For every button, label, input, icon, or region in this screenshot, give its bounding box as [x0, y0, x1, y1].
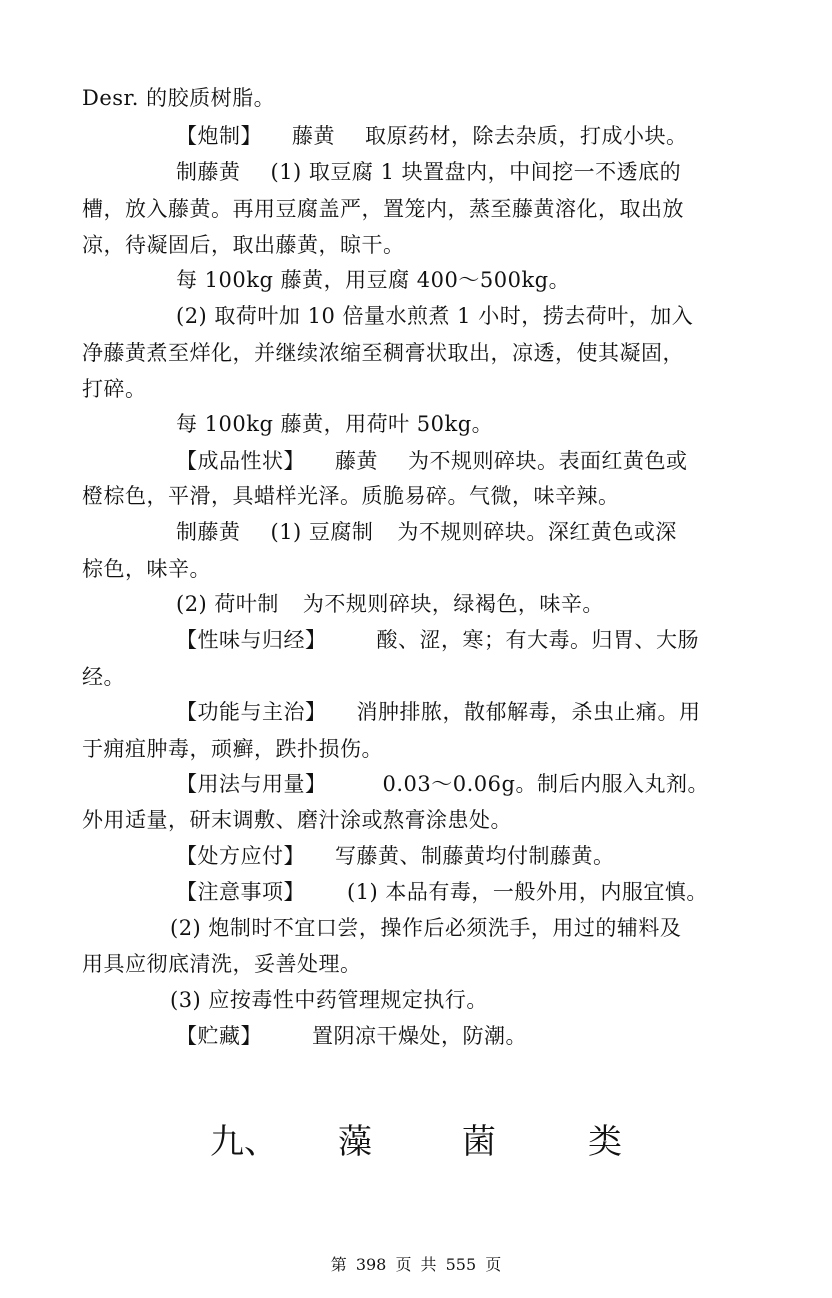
line-text: 凉，待凝固后，取出藤黄，晾干。: [82, 233, 405, 257]
sub-item: (1) 豆腐制: [270, 520, 374, 544]
section-heading: 【功能与主治】: [176, 700, 327, 724]
section-heading: 【成品性状】: [176, 449, 305, 473]
text-line: [176, 628, 699, 652]
text-line: [82, 341, 684, 365]
line-text: 为不规则碎块。表面红黄色或: [408, 449, 688, 473]
text-line: [176, 412, 493, 436]
line-text: 每 100kg 藤黄，用豆腐 400～500kg。: [176, 268, 571, 292]
chapter-title-part: 类: [588, 1122, 622, 1162]
line-text: (2) 炮制时不宜口尝，操作后必须洗手，用过的辅料及: [170, 916, 682, 940]
item-name: 藤黄: [335, 449, 378, 473]
item-name: 制藤黄: [176, 520, 241, 544]
section-heading: 【用法与用量】: [176, 772, 327, 796]
line-text: 每 100kg 藤黄，用荷叶 50kg。: [176, 412, 494, 436]
line-text: (1) 取豆腐 1 块置盘内，中间挖一不透底的: [270, 160, 682, 184]
item-name: 制藤黄: [176, 160, 241, 184]
line-text: 槽，放入藤黄。再用豆腐盖严，置笼内，蒸至藤黄溶化，取出放: [82, 197, 684, 221]
line-text: 0.03～0.06g。制后内服入丸剂。: [382, 772, 709, 796]
text-line: [176, 592, 604, 616]
section-heading: 【处方应付】: [176, 844, 305, 868]
section-heading: 【注意事项】: [176, 880, 305, 904]
chapter-title: [0, 1120, 832, 1164]
chapter-title-part: 九、: [210, 1122, 278, 1162]
text-line: [170, 988, 488, 1012]
line-text: 用具应彻底清洗，妥善处理。: [82, 952, 362, 976]
line-text: 外用适量，研末调敷、磨汁涂或熬膏涂患处。: [82, 808, 512, 832]
text-line: [176, 880, 708, 904]
line-text: 橙棕色，平滑，具蜡样光泽。质脆易碎。气微，味辛辣。: [82, 484, 620, 508]
line-text: 棕色，味辛。: [82, 557, 211, 581]
text-line: [82, 665, 125, 689]
text-line: [82, 557, 211, 581]
line-text: 置阴凉干燥处，防潮。: [312, 1024, 527, 1048]
item-name: 藤黄: [292, 124, 335, 148]
chapter-title-part: 藻: [338, 1122, 372, 1162]
text-line: [176, 844, 615, 868]
chapter-title-part: 菌: [462, 1122, 496, 1162]
text-line: [82, 233, 405, 257]
line-text: 为不规则碎块。深红黄色或深: [397, 520, 677, 544]
text-line: [176, 700, 701, 724]
line-text: 取原药材，除去杂质，打成小块。: [365, 124, 688, 148]
text-line: [82, 197, 684, 221]
text-line: [170, 916, 681, 940]
page-footer: [0, 1255, 832, 1275]
text-line: [176, 304, 693, 328]
text-line: [82, 484, 620, 508]
text-line: [176, 268, 570, 292]
line-text: (2) 取荷叶加 10 倍量水煎煮 1 小时，捞去荷叶，加入: [176, 304, 694, 328]
line-text: 消肿排脓，散郁解毒，杀虫止痛。用: [356, 700, 701, 724]
line-text: 于痈疽肿毒，顽癣，跌扑损伤。: [82, 737, 383, 761]
line-text: 为不规则碎块，绿褐色，味辛。: [302, 592, 604, 616]
line-text: 净藤黄煮至烊化，并继续浓缩至稠膏状取出，凉透，使其凝固，: [82, 341, 684, 365]
text-line: [82, 377, 147, 401]
line-text: (1) 本品有毒，一般外用，内服宜慎。: [347, 880, 708, 904]
text-line: [176, 160, 681, 184]
line-text: 写藤黄、制藤黄均付制藤黄。: [335, 844, 615, 868]
text-line: [176, 124, 688, 148]
text-line: [82, 952, 362, 976]
text-line: [176, 520, 677, 544]
line-text: 打碎。: [82, 377, 147, 401]
line-text: 酸、涩，寒；有大毒。归胃、大肠: [376, 628, 699, 652]
line-text: (3) 应按毒性中药管理规定执行。: [170, 988, 488, 1012]
section-heading: 【炮制】: [176, 124, 262, 148]
text-line: [82, 86, 275, 110]
sub-item: (2) 荷叶制: [176, 592, 279, 616]
text-line: [82, 808, 512, 832]
text-line: [82, 737, 383, 761]
line-text: 经。: [82, 665, 125, 689]
section-heading: 【性味与归经】: [176, 628, 327, 652]
section-heading: 【贮藏】: [176, 1024, 262, 1048]
text-line: [176, 449, 688, 473]
text-line: [176, 1024, 527, 1048]
page-number: 第 398 页 共 555 页: [330, 1255, 502, 1274]
text-line: [176, 772, 709, 796]
line-text: Desr. 的胶质树脂。: [82, 86, 276, 110]
